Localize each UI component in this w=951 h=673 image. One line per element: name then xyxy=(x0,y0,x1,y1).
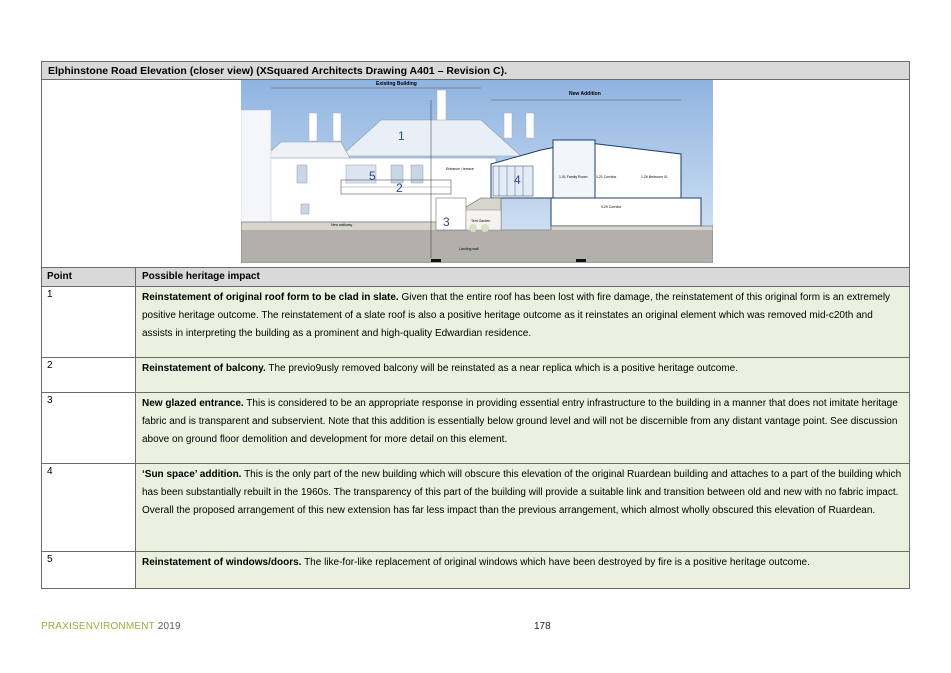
table-row xyxy=(42,464,909,552)
row-point: 3 xyxy=(42,393,136,463)
table-title: Elphinstone Road Elevation (closer view) (XSquared Architects Drawing A401 – Revision C). xyxy=(42,62,909,80)
row-heading: Reinstatement of balcony. xyxy=(142,363,266,374)
row-text: This is considered to be an appropriate response in providing essential entry infrastructure to the building in a manner that does not imitate heritage fabric and is transparent and subservient. Note that this addition is essentially below ground level and will not be discernible from any distant vantage point. See discussion above on ground floor demolition and development for more detail on this element. xyxy=(142,398,898,445)
drawing-row xyxy=(42,80,909,268)
row-point: 4 xyxy=(42,464,136,551)
row-impact xyxy=(136,287,909,357)
room-label: 1.01 Family Room xyxy=(559,175,588,179)
row-heading: ‘Sun space’ addition. xyxy=(142,469,242,480)
header-impact: Possible heritage impact xyxy=(142,271,260,282)
table-row xyxy=(42,393,909,464)
header-point: Point xyxy=(42,268,136,286)
table-row xyxy=(42,358,909,393)
room-label: Landing wall xyxy=(459,247,479,251)
row-heading: Reinstatement of windows/doors. xyxy=(142,557,302,568)
row-text: The like-for-like replacement of original windows which have been destroyed by fire is a positive heritage outcome. xyxy=(301,557,810,568)
row-impact xyxy=(136,358,909,392)
marker-3: 3 xyxy=(443,215,450,229)
row-point: 5 xyxy=(42,552,136,588)
row-impact xyxy=(136,393,909,463)
room-label: 1.26 Bedroom 01 xyxy=(641,175,668,179)
brand-name: PRAXISENVIRONMENT xyxy=(41,621,155,632)
row-text: The previo9usly removed balcony will be reinstated as a near replica which is a positive heritage outcome. xyxy=(265,363,739,374)
room-label: New walkway xyxy=(331,223,353,227)
room-label: 0.29 Corridor xyxy=(601,205,622,209)
table-row xyxy=(42,552,909,588)
new-addition-label: New Addition xyxy=(569,91,601,97)
room-label: 1.21 Corridor xyxy=(596,175,617,179)
row-impact xyxy=(136,552,909,588)
row-heading: New glazed entrance. xyxy=(142,398,244,409)
elevation-drawing xyxy=(241,80,713,263)
heritage-impact-table xyxy=(41,61,910,589)
existing-building-label: Existing Building xyxy=(376,81,417,87)
row-point: 2 xyxy=(42,358,136,392)
table-row xyxy=(42,287,909,358)
row-point: 1 xyxy=(42,287,136,357)
footer-year: 2019 xyxy=(154,621,181,632)
marker-1: 1 xyxy=(398,129,405,143)
marker-5: 5 xyxy=(369,169,376,183)
marker-4: 4 xyxy=(514,173,521,187)
room-label: Tent Garden xyxy=(471,219,491,223)
row-heading: Reinstatement of original roof form to be clad in slate. xyxy=(142,292,399,303)
footer-brand xyxy=(41,621,181,632)
row-text: This is the only part of the new building which will obscure this elevation of the original Ruardean building and attaches to a part of the building which has been substantially rebuilt in the 1960s. The transparency of this part of the building will provide a suitable link and transition between old and new with no fabric impact. Overall the proposed arrangement of this new extension has far less impact than the previous arrangement, which almost wholly obscured this elevation of Ruardean. xyxy=(142,469,902,516)
room-label: Entrance / terrace xyxy=(446,167,474,171)
marker-2: 2 xyxy=(396,181,403,195)
row-impact xyxy=(136,464,909,551)
row-text: Given that the entire roof has been lost with fire damage, the reinstatement of this original form is an extremely positive heritage outcome. The reinstatement of a slate roof is also a positive heritage outcome as it reinstates an original element which was removed mid-c20th and assists in interpreting the building as a prominent and high-quality Edwardian residence. xyxy=(142,292,891,339)
table-header xyxy=(42,268,909,287)
page-number: 178 xyxy=(534,621,551,632)
